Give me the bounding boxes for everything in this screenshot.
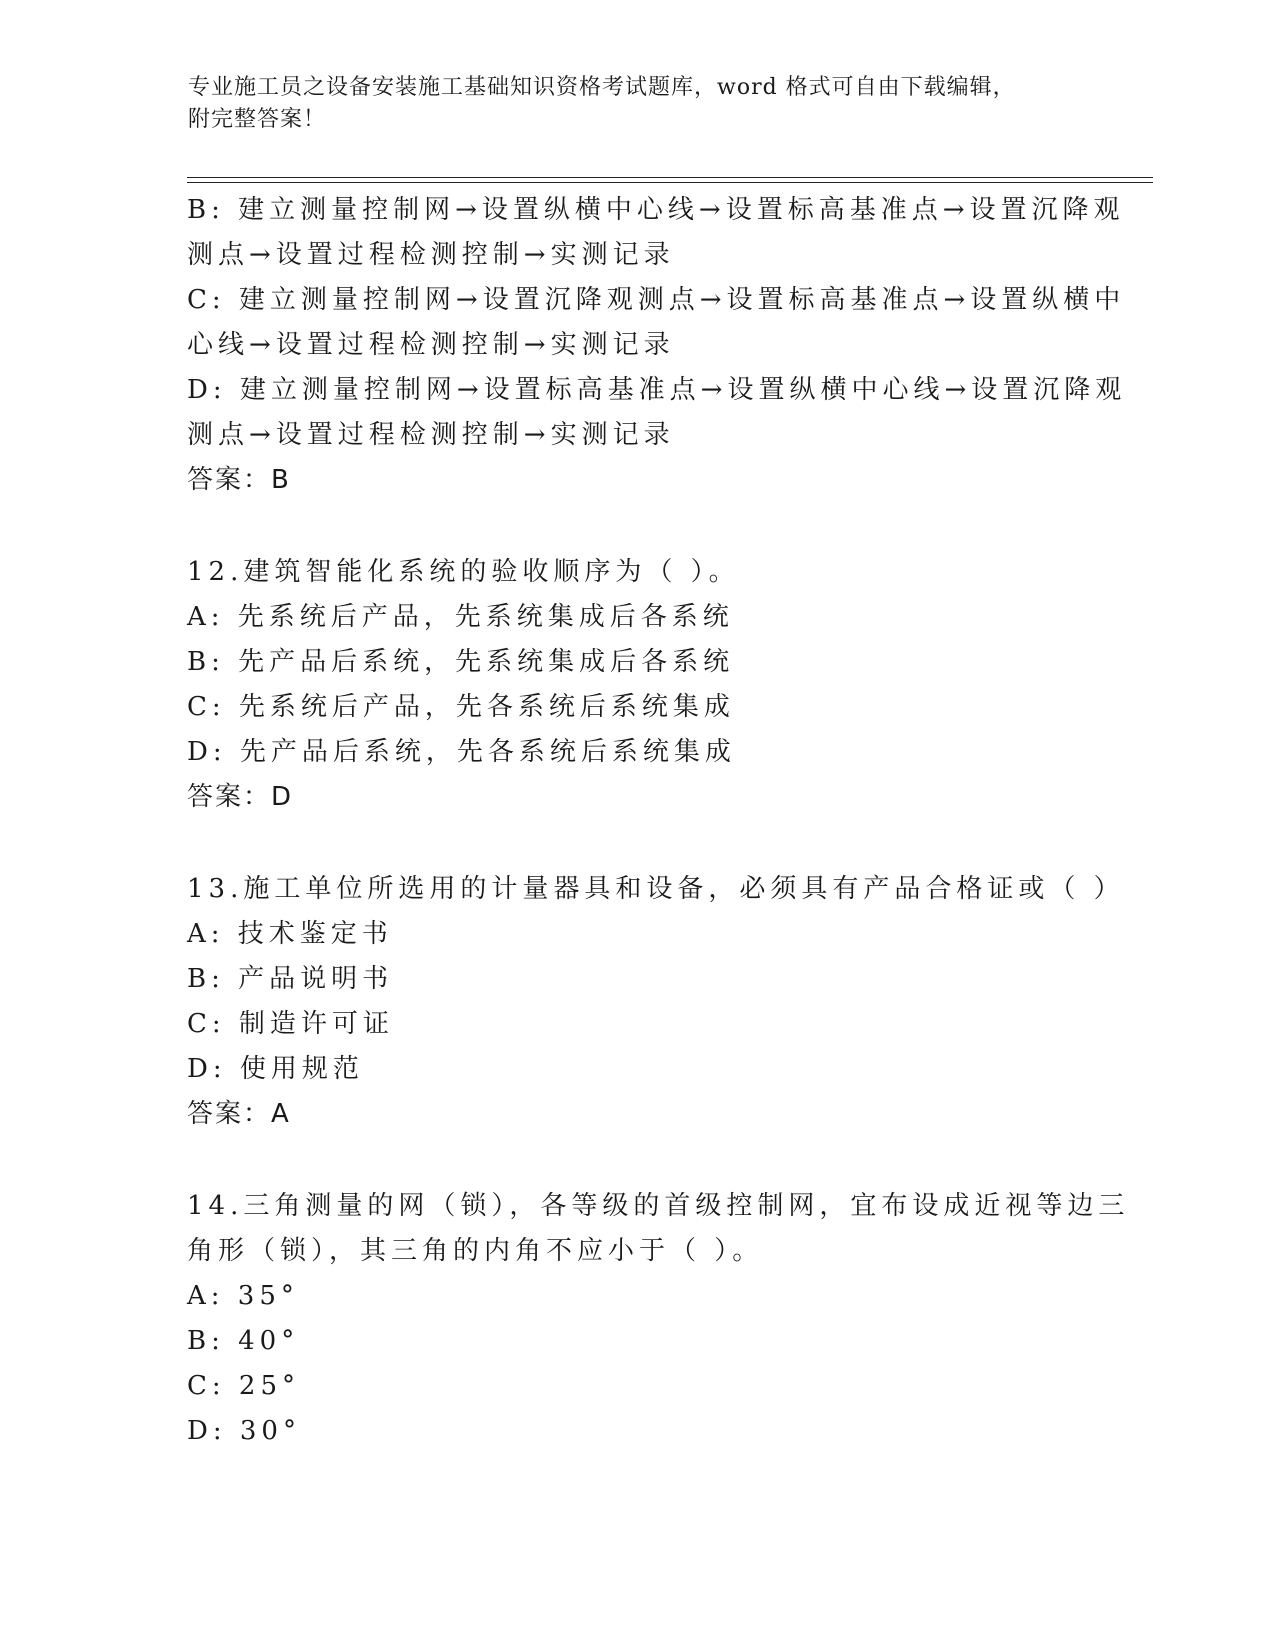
- option-b: B: 先产品后系统，先系统集成后各系统: [187, 647, 735, 677]
- header-line-2: 附完整答案！: [188, 107, 327, 132]
- option-c-line-1: C: 建立测量控制网→设置沉降观测点→设置标高基准点→设置纵横中: [187, 285, 1126, 315]
- answer: 答案：D: [187, 782, 294, 812]
- option-d: D: 30°: [187, 1416, 301, 1446]
- header-line-1: 专业施工员之设备安装施工基础知识资格考试题库，word 格式可自由下载编辑，: [188, 75, 1016, 100]
- option-c-line-2: 心线→设置过程检测控制→实测记录: [187, 330, 675, 360]
- document-header: [188, 72, 1088, 136]
- question-stem: 12.建筑智能化系统的验收顺序为（ ）。: [187, 557, 740, 587]
- question-stem-line-1: 14.三角测量的网（锁），各等级的首级控制网，宜布设成近视等边三: [187, 1191, 1130, 1221]
- option-b-line-2: 测点→设置过程检测控制→实测记录: [187, 240, 675, 270]
- question-content: [187, 188, 1130, 1454]
- spacer: [187, 820, 1087, 867]
- option-d: D: 先产品后系统，先各系统后系统集成: [187, 737, 736, 767]
- spacer: [187, 503, 1087, 550]
- question-13: [187, 867, 1125, 1137]
- header-divider-bottom: [187, 182, 1153, 183]
- question-12: [187, 550, 1087, 820]
- option-b-line-1: B: 建立测量控制网→设置纵横中心线→设置标高基准点→设置沉降观: [187, 195, 1125, 225]
- option-b: B: 40°: [187, 1326, 300, 1356]
- option-d-line-1: D: 建立测量控制网→设置标高基准点→设置纵横中心线→设置沉降观: [187, 375, 1127, 405]
- question-stem-line-2: 角形（锁），其三角的内角不应小于（ ）。: [187, 1236, 764, 1266]
- option-a: A: 先系统后产品，先系统集成后各系统: [187, 602, 734, 632]
- question-14: [187, 1184, 1130, 1454]
- answer: 答案：B: [187, 465, 291, 495]
- option-a: A: 35°: [187, 1281, 299, 1311]
- option-c: C: 25°: [187, 1371, 301, 1401]
- question-11: [187, 188, 1127, 503]
- spacer: [187, 1137, 1087, 1184]
- option-a: A: 技术鉴定书: [187, 919, 393, 949]
- option-d-line-2: 测点→设置过程检测控制→实测记录: [187, 420, 675, 450]
- question-stem: 13.施工单位所选用的计量器具和设备，必须具有产品合格证或（ ）: [187, 874, 1125, 904]
- option-b: B: 产品说明书: [187, 964, 394, 994]
- option-c: C: 先系统后产品，先各系统后系统集成: [187, 692, 735, 722]
- answer: 答案：A: [187, 1099, 291, 1129]
- option-c: C: 制造许可证: [187, 1009, 394, 1039]
- header-divider-top: [187, 177, 1153, 178]
- option-d: D: 使用规范: [187, 1054, 364, 1084]
